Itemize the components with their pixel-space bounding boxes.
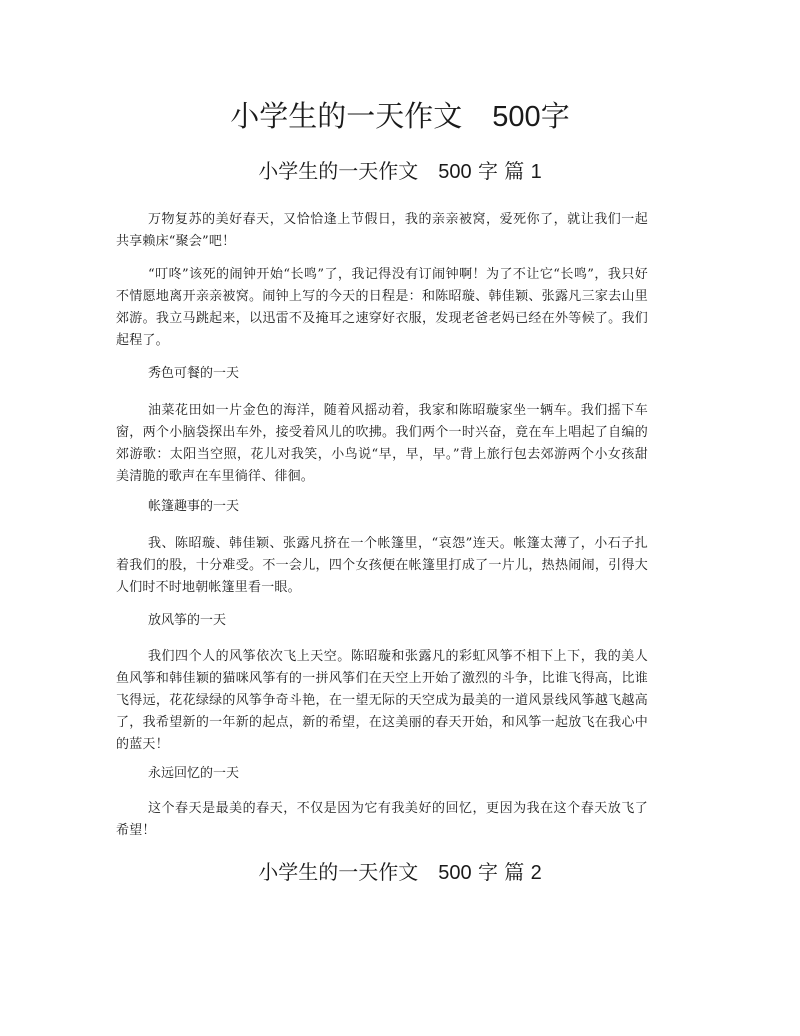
section-heading-label: 篇 [504,159,525,183]
document-title-text: 小学生的一天作文 [230,99,463,133]
document-title-unit: 字 [540,99,570,133]
section-heading-index: 1 [530,161,542,183]
section-heading-unit: 字 [477,860,498,884]
paragraph: 我、陈昭璇、韩佳颖、张露凡挤在一个帐篷里，“哀怨”连天。帐篷太薄了，小石子扎着我们的股，十分难受。不一会儿，四个女孩便在帐篷里打成了一片儿，热热闹闹，引得大人们时不时地朝帐篷里看一眼。 [116,536,648,595]
section-heading-2 [0,858,800,887]
section-heading-unit: 字 [477,159,498,183]
paragraph: “叮咚”该死的闹钟开始“长鸣”了，我记得没有订闹钟啊！为了不让它“长鸣”，我只好不情愿地离开亲亲被窝。闹钟上写的今天的日程是：和陈昭璇、韩佳颖、张露凡三家去山里郊游。我立马跳起来，以迅雷不及掩耳之速穿好衣服，发现老爸老妈已经在外等候了。我们起程了。 [116,267,648,348]
paragraph: 油菜花田如一片金色的海洋，随着风摇动着，我家和陈昭璇家坐一辆车。我们摇下车窗，两个小脑袋探出车外，接受着风儿的吹拂。我们两个一时兴奋，竟在车上唱起了自编的郊游歌：太阳当空照，花儿对我笑，小鸟说“早，早，早。”背上旅行包去郊游两个小女孩甜美清脆的歌声在车里徜徉、徘徊。 [116,403,648,484]
subheading: 永远回忆的一天 [148,766,240,781]
subheading: 放风筝的一天 [148,613,227,628]
document-title [0,96,800,137]
paragraph: 万物复苏的美好春天，又恰恰逢上节假日，我的亲亲被窝，爱死你了，就让我们一起共享赖床“聚会”吧！ [116,212,648,249]
section-heading-text: 小学生的一天作文 [258,860,419,884]
section-heading-label: 篇 [504,860,525,884]
section-heading-1 [0,157,800,186]
paragraph: 这个春天是最美的春天，不仅是因为它有我美好的回忆，更因为我在这个春天放飞了希望！ [116,801,648,838]
subheading: 帐篷趣事的一天 [148,499,240,514]
section-heading-number: 500 [438,161,472,183]
paragraph: 我们四个人的风筝依次飞上天空。陈昭璇和张露凡的彩虹风筝不相下上下，我的美人鱼风筝和韩佳颖的猫咪风筝有的一拼风筝们在天空上开始了激烈的斗争，比谁飞得高，比谁飞得远，花花绿绿的风筝争奇斗艳，在一望无际的天空成为最美的一道风景线风筝越飞越高了，我希望新的一年新的起点，新的希望，在这美丽的春天开始，和风筝一起放飞在我心中的蓝天！ [116,649,648,752]
section-heading-index: 2 [530,862,542,884]
section-heading-text: 小学生的一天作文 [258,159,419,183]
section-heading-number: 500 [438,862,472,884]
document-title-number: 500 [492,101,541,133]
subheading: 秀色可餐的一天 [148,366,240,381]
